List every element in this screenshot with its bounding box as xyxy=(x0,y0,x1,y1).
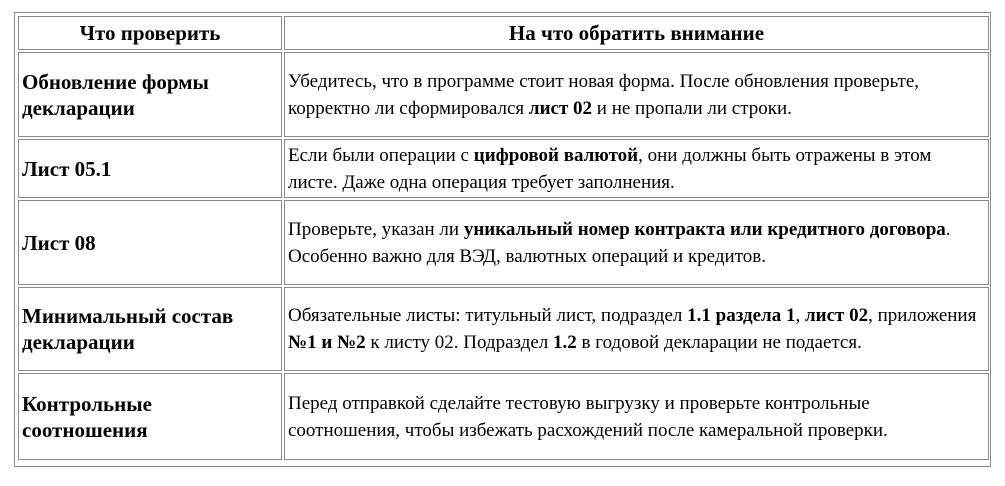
table-row xyxy=(18,287,989,371)
note-text: Обязательные листы: титульный лист, подраздел xyxy=(288,305,688,326)
note-text: Убедитесь, что в программе стоит новая форма. После обновления проверьте, корректно ли сформировался xyxy=(288,70,920,119)
note-text: . Особенно важно для ВЭД, валютных операций и кредитов. xyxy=(288,218,951,267)
note-emphasis: уникальный номер контракта или кредитного договора xyxy=(463,218,946,240)
checklist-table xyxy=(16,14,991,462)
check-item: Обновление формы декларации xyxy=(18,52,282,137)
note-emphasis: 1.1 раздела 1 xyxy=(687,305,796,326)
table-row xyxy=(18,139,989,198)
note-emphasis: 1.2 xyxy=(553,332,577,353)
note-text: Перед отправкой сделайте тестовую выгрузку и проверьте контрольные соотношения, чтобы избежать расхождений после камеральной проверки. xyxy=(288,392,888,441)
check-item: Контрольные соотношения xyxy=(18,373,282,460)
table-row xyxy=(18,200,989,285)
header-row xyxy=(18,16,989,50)
attention-note xyxy=(284,287,989,371)
note-text: , xyxy=(795,305,805,326)
check-item: Лист 08 xyxy=(18,200,282,285)
note-text: Если были операции с xyxy=(288,144,474,166)
note-text: к листу 02. Подраздел xyxy=(365,332,554,353)
table-row xyxy=(18,373,989,460)
note-text: Проверьте, указан ли xyxy=(288,218,464,240)
note-emphasis: цифровой валютой xyxy=(473,144,639,166)
note-emphasis: №1 и №2 xyxy=(288,332,366,353)
table-row xyxy=(18,52,989,137)
checklist-table-frame xyxy=(14,12,991,467)
attention-note xyxy=(284,200,989,285)
attention-note xyxy=(284,139,989,198)
check-item: Минимальный состав декларации xyxy=(18,287,282,371)
note-text: и не пропали ли строки. xyxy=(592,97,792,119)
header-check: Что проверить xyxy=(18,16,282,50)
attention-note xyxy=(284,52,989,137)
note-emphasis: лист 02 xyxy=(528,97,593,119)
note-text: в годовой декларации не подается. xyxy=(576,332,862,353)
note-emphasis: лист 02 xyxy=(804,305,869,326)
check-item: Лист 05.1 xyxy=(18,139,282,198)
attention-note xyxy=(284,373,989,460)
note-text: , они должны быть отражены в этом листе. Даже одна операция требует заполнения. xyxy=(288,144,932,193)
header-attention: На что обратить внимание xyxy=(284,16,989,50)
note-text: , приложения xyxy=(868,305,977,326)
